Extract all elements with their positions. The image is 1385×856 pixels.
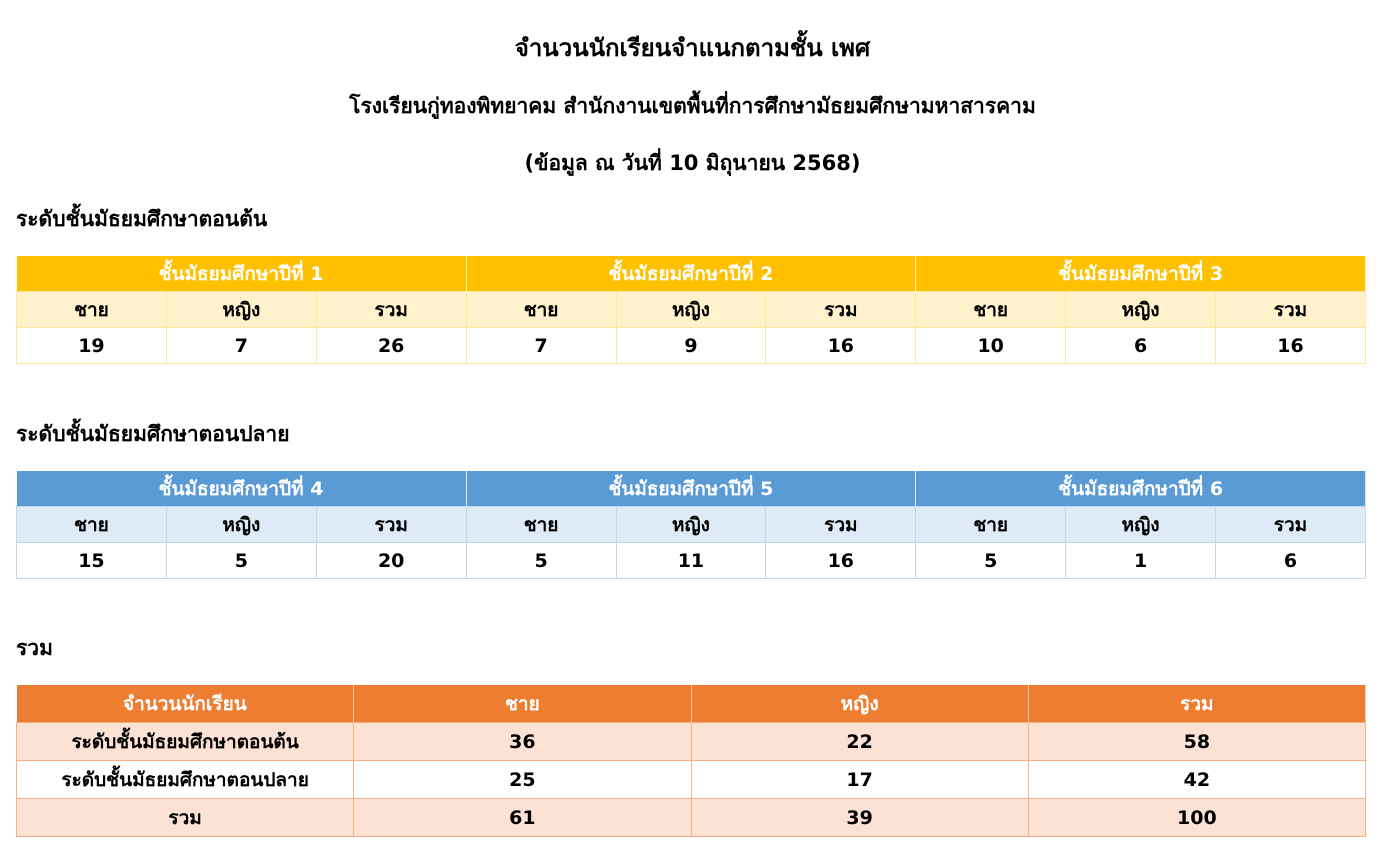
grade-header: ชั้นมัธยมศึกษาปีที่ 3 [916, 256, 1366, 292]
total-label: รวม [1216, 292, 1366, 328]
total-count: 20 [316, 543, 466, 579]
male-count: 61 [354, 799, 691, 837]
summary-table [16, 685, 1366, 837]
grade-header-row [17, 471, 1366, 507]
total-label: รวม [1216, 507, 1366, 543]
male-count: 5 [466, 543, 616, 579]
summary-header-row [17, 685, 1366, 723]
grade-header: ชั้นมัธยมศึกษาปีที่ 1 [17, 256, 467, 292]
male-count: 5 [916, 543, 1066, 579]
female-count: 6 [1066, 328, 1216, 364]
female-label: หญิง [166, 507, 316, 543]
female-count: 39 [691, 799, 1028, 837]
female-label: หญิง [166, 292, 316, 328]
grade-header: ชั้นมัธยมศึกษาปีที่ 4 [17, 471, 467, 507]
date-note: (ข้อมูล ณ วันที่ 10 มิถุนายน 2568) [524, 151, 861, 175]
female-label: หญิง [1066, 292, 1216, 328]
male-label: ชาย [916, 292, 1066, 328]
male-label: ชาย [466, 507, 616, 543]
total-count: 16 [766, 328, 916, 364]
grade-header: ชั้นมัธยมศึกษาปีที่ 6 [916, 471, 1366, 507]
female-label: หญิง [616, 292, 766, 328]
female-count: 22 [691, 723, 1028, 761]
value-row [17, 543, 1366, 579]
row-label: ระดับชั้นมัธยมศึกษาตอนต้น [17, 723, 354, 761]
gender-label-row [17, 292, 1366, 328]
female-label: หญิง [616, 507, 766, 543]
row-label: รวม [17, 799, 354, 837]
female-label: หญิง [1066, 507, 1216, 543]
male-header: ชาย [354, 685, 691, 723]
total-label: รวม [316, 292, 466, 328]
grade-header-row [17, 256, 1366, 292]
female-count: 17 [691, 761, 1028, 799]
total-count: 42 [1028, 761, 1365, 799]
total-count: 16 [766, 543, 916, 579]
student-count-header: จำนวนนักเรียน [17, 685, 354, 723]
school-subtitle: โรงเรียนกู่ทองพิทยาคม สำนักงานเขตพื้นที่การศึกษามัธยมศึกษามหาสารคาม [349, 94, 1036, 118]
female-header: หญิง [691, 685, 1028, 723]
gender-label-row [17, 507, 1366, 543]
female-count: 9 [616, 328, 766, 364]
summary-heading: รวม [16, 636, 53, 660]
row-label: ระดับชั้นมัธยมศึกษาตอนปลาย [17, 761, 354, 799]
total-count: 16 [1216, 328, 1366, 364]
male-label: ชาย [466, 292, 616, 328]
value-row [17, 328, 1366, 364]
total-label: รวม [766, 292, 916, 328]
female-count: 11 [616, 543, 766, 579]
total-count: 58 [1028, 723, 1365, 761]
male-label: ชาย [17, 507, 167, 543]
male-count: 7 [466, 328, 616, 364]
total-label: รวม [766, 507, 916, 543]
male-count: 36 [354, 723, 691, 761]
summary-row-lower [17, 723, 1366, 761]
male-count: 19 [17, 328, 167, 364]
total-count: 6 [1216, 543, 1366, 579]
lower-secondary-table [16, 256, 1366, 364]
male-count: 10 [916, 328, 1066, 364]
grade-header: ชั้นมัธยมศึกษาปีที่ 2 [466, 256, 916, 292]
page-title: จำนวนนักเรียนจำแนกตามชั้น เพศ [514, 34, 871, 62]
upper-secondary-heading: ระดับชั้นมัธยมศึกษาตอนปลาย [16, 422, 290, 446]
upper-secondary-table [16, 471, 1366, 579]
female-count: 5 [166, 543, 316, 579]
total-header: รวม [1028, 685, 1365, 723]
female-count: 1 [1066, 543, 1216, 579]
male-label: ชาย [17, 292, 167, 328]
male-count: 15 [17, 543, 167, 579]
total-count: 26 [316, 328, 466, 364]
total-label: รวม [316, 507, 466, 543]
female-count: 7 [166, 328, 316, 364]
total-count: 100 [1028, 799, 1365, 837]
male-count: 25 [354, 761, 691, 799]
summary-row-total [17, 799, 1366, 837]
male-label: ชาย [916, 507, 1066, 543]
lower-secondary-heading: ระดับชั้นมัธยมศึกษาตอนต้น [16, 207, 268, 231]
grade-header: ชั้นมัธยมศึกษาปีที่ 5 [466, 471, 916, 507]
summary-row-upper [17, 761, 1366, 799]
